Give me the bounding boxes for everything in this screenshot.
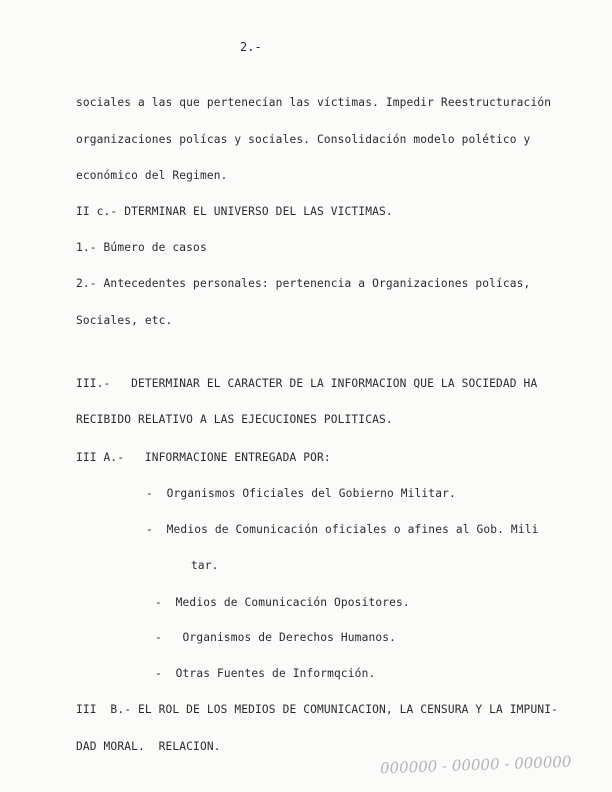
bullet-item-4: - Organismos de Derechos Humanos. [155,631,396,644]
bullet-item-5: - Otras Fuentes de Informqción. [155,667,376,680]
section-heading-iic: II c.- DTERMINAR EL UNIVERSO DEL LAS VICTIMAS. [76,205,393,218]
text-line-1: sociales a las que pertenecían las víctimas. Impedir Reestructuración [76,96,552,109]
list-item-2: 2.- Antecedentes personales: pertenencia a Organizaciones polícas, [76,277,531,290]
archive-stamp: 000000 - 00000 - 000000 [379,752,572,778]
section-heading-iiia: III A.- INFORMACIONE ENTREGADA POR: [76,451,331,464]
text-line-2: organizaciones polícas y sociales. Consolidación modelo polético y [76,133,531,146]
text-line-3: económico del Regimen. [76,169,228,182]
bullet-item-1: - Organismos Oficiales del Gobierno Militar. [146,487,456,500]
bullet-item-2-continued: tar. [191,559,219,572]
section-heading-iiib-continued: DAD MORAL. RELACION. [76,740,221,753]
section-heading-iii: III.- DETERMINAR EL CARACTER DE LA INFORMACION QUE LA SOCIEDAD HA [76,377,538,390]
section-heading-iii-continued: RECIBIDO RELATIVO A LAS EJECUCIONES POLITICAS. [76,413,393,426]
list-item-1: 1.- Búmero de casos [76,241,207,254]
page-number: 2.- [240,40,262,54]
bullet-item-2: - Medios de Comunicación oficiales o afines al Gob. Mili [146,523,539,536]
section-heading-iiib: III B.- EL ROL DE LOS MEDIOS DE COMUNICACION, LA CENSURA Y LA IMPUNI- [76,703,558,716]
bullet-item-3: - Medios de Comunicación Opositores. [155,596,410,609]
list-item-2-continued: Sociales, etc. [76,314,173,327]
